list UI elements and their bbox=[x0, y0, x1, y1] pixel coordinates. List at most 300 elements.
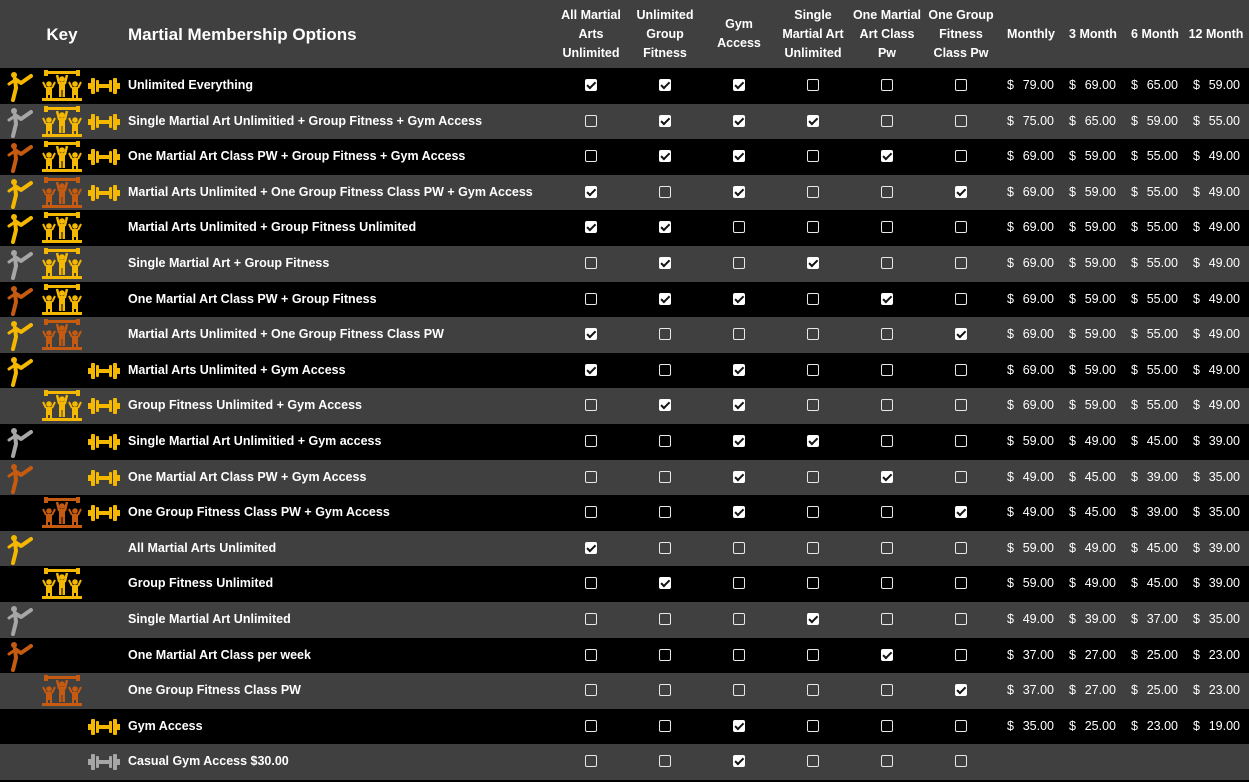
membership-row bbox=[0, 744, 1249, 780]
feature-checkbox[interactable] bbox=[585, 221, 597, 233]
price-amount: 49.00 bbox=[1208, 291, 1240, 306]
currency-symbol: $ bbox=[1131, 78, 1138, 92]
price-amount: 49.00 bbox=[1208, 184, 1240, 199]
feature-checkbox[interactable] bbox=[659, 577, 671, 589]
price-amount: 69.00 bbox=[1022, 398, 1054, 413]
feature-checkbox[interactable] bbox=[807, 506, 819, 518]
price-cell bbox=[1193, 388, 1240, 424]
currency-symbol: $ bbox=[1193, 362, 1200, 377]
price-amount: 55.00 bbox=[1146, 149, 1178, 164]
feature-checkbox[interactable] bbox=[733, 257, 745, 269]
feature-checkbox[interactable] bbox=[881, 221, 893, 233]
price-cell bbox=[1193, 460, 1240, 496]
price-amount: 39.00 bbox=[1084, 612, 1116, 626]
feature-checkbox[interactable] bbox=[733, 577, 745, 589]
price-amount: 59.00 bbox=[1084, 220, 1116, 235]
feature-checkbox[interactable] bbox=[733, 542, 745, 554]
price-cell bbox=[1069, 210, 1116, 246]
feature-checkbox[interactable] bbox=[955, 364, 967, 376]
price-cell bbox=[1193, 317, 1240, 353]
column-header: All Martial Arts Unlimited bbox=[561, 7, 621, 60]
membership-row bbox=[0, 104, 1249, 140]
price-cell bbox=[1193, 531, 1240, 567]
price-amount: 49.00 bbox=[1084, 576, 1116, 591]
currency-symbol: $ bbox=[1069, 647, 1076, 662]
price-cell bbox=[1007, 602, 1054, 638]
feature-checkbox[interactable] bbox=[881, 720, 893, 732]
feature-checkbox[interactable] bbox=[585, 435, 597, 447]
price-amount: 55.00 bbox=[1146, 327, 1178, 342]
price-amount: 55.00 bbox=[1208, 113, 1240, 128]
price-cell bbox=[1131, 388, 1178, 424]
price-cell bbox=[1131, 495, 1178, 531]
feature-checkbox[interactable] bbox=[733, 328, 745, 340]
membership-row bbox=[0, 317, 1249, 353]
feature-checkbox[interactable] bbox=[955, 257, 967, 269]
feature-checkbox[interactable] bbox=[659, 542, 671, 554]
price-amount: 49.00 bbox=[1084, 434, 1116, 448]
feature-checkbox[interactable] bbox=[955, 755, 967, 767]
feature-checkbox[interactable] bbox=[733, 79, 745, 91]
price-amount: 69.00 bbox=[1022, 362, 1054, 377]
currency-symbol: $ bbox=[1131, 647, 1138, 662]
currency-symbol: $ bbox=[1131, 291, 1138, 306]
group-fitness-bronze-icon bbox=[41, 675, 83, 707]
price-amount: 55.00 bbox=[1146, 362, 1178, 377]
feature-checkbox[interactable] bbox=[955, 399, 967, 411]
feature-checkbox[interactable] bbox=[659, 293, 671, 305]
price-amount: 39.00 bbox=[1146, 469, 1178, 484]
feature-checkbox[interactable] bbox=[659, 115, 671, 127]
feature-checkbox[interactable] bbox=[955, 221, 967, 233]
currency-symbol: $ bbox=[1193, 683, 1200, 698]
feature-checkbox[interactable] bbox=[659, 649, 671, 661]
feature-checkbox[interactable] bbox=[807, 328, 819, 340]
currency-symbol: $ bbox=[1007, 505, 1014, 520]
membership-name: One Martial Art Class PW + Gym Access bbox=[128, 469, 367, 484]
price-amount: 59.00 bbox=[1084, 291, 1116, 306]
feature-checkbox[interactable] bbox=[881, 613, 893, 625]
feature-checkbox[interactable] bbox=[807, 221, 819, 233]
price-cell bbox=[1193, 673, 1240, 709]
feature-checkbox[interactable] bbox=[659, 328, 671, 340]
column-header: Gym Access bbox=[717, 17, 761, 50]
currency-symbol: $ bbox=[1193, 718, 1200, 733]
price-cell bbox=[1193, 353, 1240, 389]
price-amount: 59.00 bbox=[1022, 540, 1054, 555]
currency-symbol: $ bbox=[1193, 612, 1200, 626]
price-cell bbox=[1069, 317, 1116, 353]
feature-checkbox[interactable] bbox=[659, 364, 671, 376]
feature-checkbox[interactable] bbox=[807, 613, 819, 625]
group-fitness-gold-icon bbox=[41, 284, 83, 316]
feature-checkbox[interactable] bbox=[955, 150, 967, 162]
currency-symbol: $ bbox=[1193, 647, 1200, 662]
feature-checkbox[interactable] bbox=[733, 435, 745, 447]
feature-checkbox[interactable] bbox=[585, 328, 597, 340]
martial-arts-gold-icon bbox=[6, 70, 34, 102]
feature-checkbox[interactable] bbox=[955, 328, 967, 340]
martial-arts-gold-icon bbox=[6, 212, 34, 244]
feature-checkbox[interactable] bbox=[881, 399, 893, 411]
feature-checkbox[interactable] bbox=[807, 257, 819, 269]
price-cell bbox=[1131, 709, 1178, 745]
column-header: One Martial Art Class Pw bbox=[852, 7, 922, 60]
currency-symbol: $ bbox=[1069, 327, 1076, 342]
feature-checkbox[interactable] bbox=[807, 435, 819, 447]
feature-checkbox[interactable] bbox=[659, 435, 671, 447]
membership-row bbox=[0, 175, 1249, 211]
currency-symbol: $ bbox=[1193, 540, 1200, 555]
feature-checkbox[interactable] bbox=[585, 186, 597, 198]
feature-checkbox[interactable] bbox=[955, 293, 967, 305]
feature-checkbox[interactable] bbox=[585, 542, 597, 554]
price-amount: 19.00 bbox=[1208, 718, 1240, 733]
price-cell bbox=[1193, 104, 1240, 140]
feature-checkbox[interactable] bbox=[955, 542, 967, 554]
feature-checkbox[interactable] bbox=[955, 79, 967, 91]
price-cell bbox=[1007, 566, 1054, 602]
price-amount: 23.00 bbox=[1208, 647, 1240, 662]
price-cell bbox=[1007, 139, 1054, 175]
currency-symbol: $ bbox=[1131, 434, 1138, 448]
membership-name: One Group Fitness Class PW + Gym Access bbox=[128, 505, 390, 520]
feature-checkbox[interactable] bbox=[955, 684, 967, 696]
price-cell bbox=[1131, 602, 1178, 638]
feature-checkbox[interactable] bbox=[807, 577, 819, 589]
currency-symbol: $ bbox=[1007, 327, 1014, 342]
currency-symbol: $ bbox=[1131, 184, 1138, 199]
feature-checkbox[interactable] bbox=[733, 399, 745, 411]
currency-symbol: $ bbox=[1069, 540, 1076, 555]
feature-checkbox[interactable] bbox=[733, 364, 745, 376]
currency-symbol: $ bbox=[1007, 434, 1014, 448]
membership-name: Single Martial Art Unlimitied + Group Fitness + Gym Access bbox=[128, 113, 483, 128]
price-amount: 59.00 bbox=[1146, 113, 1178, 128]
price-amount: 59.00 bbox=[1084, 184, 1116, 199]
feature-checkbox[interactable] bbox=[659, 720, 671, 732]
feature-checkbox[interactable] bbox=[807, 542, 819, 554]
feature-checkbox[interactable] bbox=[585, 293, 597, 305]
gym-dumbbell-gold-icon bbox=[87, 390, 121, 422]
price-cell bbox=[1131, 531, 1178, 567]
group-fitness-gold-icon bbox=[41, 212, 83, 244]
feature-checkbox[interactable] bbox=[733, 649, 745, 661]
price-amount: 59.00 bbox=[1208, 78, 1240, 92]
price-amount: 75.00 bbox=[1022, 113, 1054, 128]
currency-symbol: $ bbox=[1007, 220, 1014, 235]
martial-arts-gold-icon bbox=[6, 177, 34, 209]
price-amount: 37.00 bbox=[1022, 683, 1054, 698]
feature-checkbox[interactable] bbox=[807, 364, 819, 376]
martial-arts-gold-icon bbox=[6, 355, 34, 387]
membership-name: Martial Arts Unlimited + Group Fitness Unlimited bbox=[128, 220, 417, 235]
price-cell bbox=[1193, 175, 1240, 211]
group-fitness-bronze-icon bbox=[41, 497, 83, 529]
price-cell bbox=[1007, 673, 1054, 709]
feature-checkbox[interactable] bbox=[881, 755, 893, 767]
feature-checkbox[interactable] bbox=[733, 720, 745, 732]
feature-checkbox[interactable] bbox=[807, 755, 819, 767]
key-header: Key bbox=[46, 24, 78, 44]
feature-checkbox[interactable] bbox=[733, 506, 745, 518]
feature-checkbox[interactable] bbox=[807, 471, 819, 483]
currency-symbol: $ bbox=[1069, 256, 1076, 270]
price-cell bbox=[1069, 566, 1116, 602]
membership-row bbox=[0, 495, 1249, 531]
gym-dumbbell-gold-icon bbox=[87, 141, 121, 173]
feature-checkbox[interactable] bbox=[659, 506, 671, 518]
price-cell bbox=[1007, 104, 1054, 140]
membership-name: Single Martial Art Unlimited bbox=[128, 612, 291, 626]
feature-checkbox[interactable] bbox=[659, 399, 671, 411]
feature-checkbox[interactable] bbox=[881, 435, 893, 447]
price-amount: 49.00 bbox=[1208, 220, 1240, 235]
feature-checkbox[interactable] bbox=[585, 79, 597, 91]
martial-arts-bronze-icon bbox=[6, 640, 34, 672]
price-cell bbox=[1007, 424, 1054, 460]
feature-checkbox[interactable] bbox=[733, 684, 745, 696]
feature-checkbox[interactable] bbox=[807, 720, 819, 732]
price-amount: 69.00 bbox=[1022, 291, 1054, 306]
currency-symbol: $ bbox=[1069, 184, 1076, 199]
currency-symbol: $ bbox=[1193, 256, 1200, 270]
feature-checkbox[interactable] bbox=[955, 186, 967, 198]
feature-checkbox[interactable] bbox=[585, 399, 597, 411]
membership-row bbox=[0, 210, 1249, 246]
price-cell bbox=[1193, 602, 1240, 638]
feature-checkbox[interactable] bbox=[659, 471, 671, 483]
price-cell bbox=[1131, 175, 1178, 211]
price-cell bbox=[1131, 638, 1178, 674]
feature-checkbox[interactable] bbox=[585, 115, 597, 127]
currency-symbol: $ bbox=[1193, 469, 1200, 484]
price-cell bbox=[1193, 246, 1240, 282]
feature-checkbox[interactable] bbox=[955, 613, 967, 625]
feature-checkbox[interactable] bbox=[955, 649, 967, 661]
feature-checkbox[interactable] bbox=[733, 613, 745, 625]
feature-checkbox[interactable] bbox=[733, 186, 745, 198]
price-cell bbox=[1069, 495, 1116, 531]
price-amount: 55.00 bbox=[1146, 291, 1178, 306]
feature-checkbox[interactable] bbox=[659, 684, 671, 696]
price-amount: 69.00 bbox=[1022, 184, 1054, 199]
gym-dumbbell-silver-icon bbox=[87, 746, 121, 778]
feature-checkbox[interactable] bbox=[733, 755, 745, 767]
currency-symbol: $ bbox=[1007, 718, 1014, 733]
price-cell bbox=[1069, 531, 1116, 567]
membership-name: Single Martial Art Unlimitied + Gym access bbox=[128, 434, 382, 448]
currency-symbol: $ bbox=[1069, 220, 1076, 235]
price-cell bbox=[1131, 139, 1178, 175]
feature-checkbox[interactable] bbox=[659, 79, 671, 91]
feature-checkbox[interactable] bbox=[807, 399, 819, 411]
feature-checkbox[interactable] bbox=[881, 471, 893, 483]
price-cell bbox=[1007, 638, 1054, 674]
currency-symbol: $ bbox=[1007, 540, 1014, 555]
feature-checkbox[interactable] bbox=[881, 506, 893, 518]
feature-checkbox[interactable] bbox=[585, 506, 597, 518]
membership-row bbox=[0, 353, 1249, 389]
price-amount: 37.00 bbox=[1146, 612, 1178, 626]
membership-name: One Martial Art Class per week bbox=[128, 647, 311, 662]
price-amount: 25.00 bbox=[1084, 718, 1116, 733]
price-amount: 65.00 bbox=[1146, 78, 1178, 92]
feature-checkbox[interactable] bbox=[807, 115, 819, 127]
price-cell bbox=[1131, 68, 1178, 104]
feature-checkbox[interactable] bbox=[585, 471, 597, 483]
price-cell bbox=[1069, 424, 1116, 460]
price-cell bbox=[1193, 638, 1240, 674]
currency-symbol: $ bbox=[1131, 220, 1138, 235]
feature-checkbox[interactable] bbox=[955, 577, 967, 589]
feature-checkbox[interactable] bbox=[733, 293, 745, 305]
feature-checkbox[interactable] bbox=[807, 150, 819, 162]
price-amount: 59.00 bbox=[1084, 398, 1116, 413]
feature-checkbox[interactable] bbox=[807, 293, 819, 305]
feature-checkbox[interactable] bbox=[881, 364, 893, 376]
price-cell bbox=[1193, 282, 1240, 318]
price-cell bbox=[1193, 424, 1240, 460]
price-cell bbox=[1069, 388, 1116, 424]
feature-checkbox[interactable] bbox=[881, 684, 893, 696]
group-fitness-bronze-icon bbox=[41, 319, 83, 351]
gym-dumbbell-gold-icon bbox=[87, 177, 121, 209]
price-amount: 65.00 bbox=[1084, 113, 1116, 128]
feature-checkbox[interactable] bbox=[659, 186, 671, 198]
feature-checkbox[interactable] bbox=[733, 221, 745, 233]
feature-checkbox[interactable] bbox=[881, 115, 893, 127]
membership-name: Martial Arts Unlimited + Gym Access bbox=[128, 362, 346, 377]
feature-checkbox[interactable] bbox=[881, 577, 893, 589]
price-cell bbox=[1193, 709, 1240, 745]
feature-checkbox[interactable] bbox=[881, 257, 893, 269]
price-amount: 69.00 bbox=[1084, 78, 1116, 92]
feature-checkbox[interactable] bbox=[585, 649, 597, 661]
group-fitness-gold-icon bbox=[41, 568, 83, 600]
feature-checkbox[interactable] bbox=[955, 720, 967, 732]
currency-symbol: $ bbox=[1007, 184, 1014, 199]
currency-symbol: $ bbox=[1131, 576, 1138, 591]
feature-checkbox[interactable] bbox=[881, 649, 893, 661]
price-amount: 59.00 bbox=[1084, 149, 1116, 164]
price-cell bbox=[1193, 210, 1240, 246]
membership-row bbox=[0, 388, 1249, 424]
gym-dumbbell-gold-icon bbox=[87, 106, 121, 138]
price-amount: 49.00 bbox=[1208, 256, 1240, 270]
feature-checkbox[interactable] bbox=[659, 755, 671, 767]
martial-arts-silver-icon bbox=[6, 604, 34, 636]
feature-checkbox[interactable] bbox=[733, 115, 745, 127]
feature-checkbox[interactable] bbox=[881, 79, 893, 91]
gym-dumbbell-gold-icon bbox=[87, 70, 121, 102]
column-header: 3 Month bbox=[1069, 26, 1117, 41]
price-amount: 59.00 bbox=[1084, 362, 1116, 377]
feature-checkbox[interactable] bbox=[659, 257, 671, 269]
price-amount: 37.00 bbox=[1022, 647, 1054, 662]
feature-checkbox[interactable] bbox=[733, 150, 745, 162]
currency-symbol: $ bbox=[1131, 327, 1138, 342]
membership-name: One Martial Art Class PW + Group Fitness bbox=[128, 291, 377, 306]
page-title: Martial Membership Options bbox=[128, 24, 357, 44]
feature-checkbox[interactable] bbox=[807, 684, 819, 696]
currency-symbol: $ bbox=[1131, 469, 1138, 484]
feature-checkbox[interactable] bbox=[585, 684, 597, 696]
currency-symbol: $ bbox=[1069, 434, 1076, 448]
membership-name: Gym Access bbox=[128, 718, 203, 733]
feature-checkbox[interactable] bbox=[585, 720, 597, 732]
feature-checkbox[interactable] bbox=[807, 186, 819, 198]
currency-symbol: $ bbox=[1069, 469, 1076, 484]
feature-checkbox[interactable] bbox=[881, 293, 893, 305]
membership-row bbox=[0, 638, 1249, 674]
price-cell bbox=[1193, 495, 1240, 531]
price-amount: 69.00 bbox=[1022, 256, 1054, 270]
price-cell bbox=[1131, 566, 1178, 602]
feature-checkbox[interactable] bbox=[659, 150, 671, 162]
price-amount: 55.00 bbox=[1146, 184, 1178, 199]
membership-row bbox=[0, 566, 1249, 602]
price-amount: 69.00 bbox=[1022, 220, 1054, 235]
price-amount: 55.00 bbox=[1146, 398, 1178, 413]
membership-row bbox=[0, 139, 1249, 175]
feature-checkbox[interactable] bbox=[807, 649, 819, 661]
feature-checkbox[interactable] bbox=[585, 257, 597, 269]
feature-checkbox[interactable] bbox=[881, 186, 893, 198]
price-cell bbox=[1069, 139, 1116, 175]
feature-checkbox[interactable] bbox=[881, 328, 893, 340]
price-amount: 35.00 bbox=[1208, 469, 1240, 484]
feature-checkbox[interactable] bbox=[659, 613, 671, 625]
price-cell bbox=[1131, 246, 1178, 282]
feature-checkbox[interactable] bbox=[807, 79, 819, 91]
price-cell bbox=[1069, 246, 1116, 282]
feature-checkbox[interactable] bbox=[955, 471, 967, 483]
currency-symbol: $ bbox=[1069, 576, 1076, 591]
feature-checkbox[interactable] bbox=[955, 115, 967, 127]
membership-name: One Group Fitness Class PW bbox=[128, 683, 301, 698]
feature-checkbox[interactable] bbox=[955, 506, 967, 518]
feature-checkbox[interactable] bbox=[955, 435, 967, 447]
membership-row bbox=[0, 673, 1249, 709]
column-header: Unlimited Group Fitness bbox=[636, 7, 694, 60]
gym-dumbbell-gold-icon bbox=[87, 711, 121, 743]
feature-checkbox[interactable] bbox=[585, 755, 597, 767]
price-cell bbox=[1131, 104, 1178, 140]
price-cell bbox=[1069, 353, 1116, 389]
currency-symbol: $ bbox=[1193, 327, 1200, 342]
currency-symbol: $ bbox=[1131, 683, 1138, 698]
price-cell bbox=[1193, 566, 1240, 602]
feature-checkbox[interactable] bbox=[659, 221, 671, 233]
feature-checkbox[interactable] bbox=[585, 577, 597, 589]
gym-dumbbell-gold-icon bbox=[87, 497, 121, 529]
price-cell bbox=[1069, 602, 1116, 638]
price-amount: 27.00 bbox=[1084, 683, 1116, 698]
feature-checkbox[interactable] bbox=[881, 542, 893, 554]
feature-checkbox[interactable] bbox=[733, 471, 745, 483]
currency-symbol: $ bbox=[1069, 291, 1076, 306]
price-amount: 59.00 bbox=[1022, 434, 1054, 448]
group-fitness-bronze-icon bbox=[41, 177, 83, 209]
currency-symbol: $ bbox=[1007, 291, 1014, 306]
price-cell bbox=[1007, 709, 1054, 745]
price-amount: 59.00 bbox=[1022, 576, 1054, 591]
feature-checkbox[interactable] bbox=[585, 613, 597, 625]
feature-checkbox[interactable] bbox=[585, 150, 597, 162]
feature-checkbox[interactable] bbox=[585, 364, 597, 376]
feature-checkbox[interactable] bbox=[881, 150, 893, 162]
